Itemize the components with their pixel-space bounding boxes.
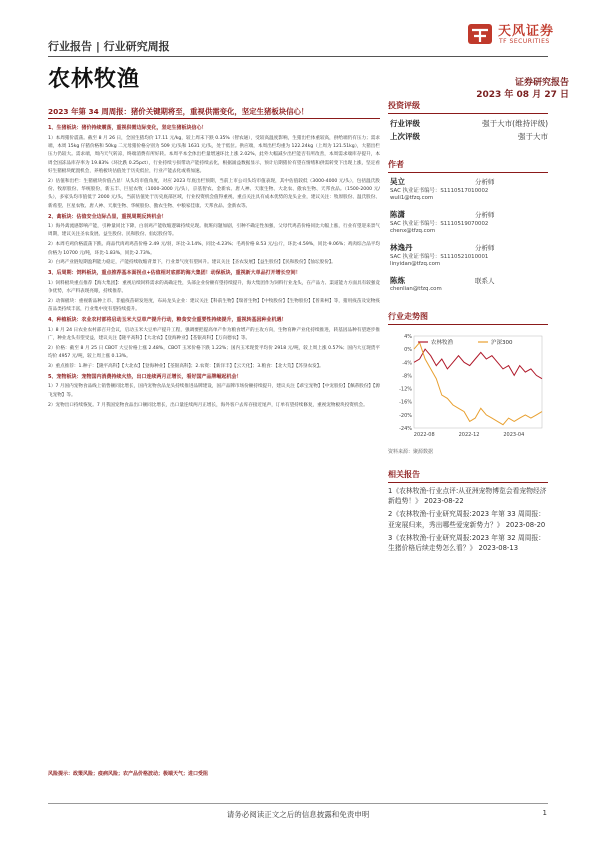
paragraph: 1）8 月 24 日农业农村部召开会议，启动玉米大豆单产提升工程，强调要把提高单产作为粮食增产的主攻方向，生物育种产业化持续推进，转基因品种有望逐步推广，种业龙头有望受益，建议关注【隆平高科】【大北农】【登海种业】【荃银高科】【万向德农】等。 (48, 327, 380, 342)
paragraph: 2）动保板块：重视新品种上市、非瘟疫苗研发进度，布局龙头企业：建议关注【科前生物】【瑞普生物】【中牧股份】【生物股份】【普莱柯】等，猪用疫苗及宠物疫苗品类持续丰富，行业集中度有望持续提升。 (48, 299, 380, 313)
related-title: 相关报告 (388, 470, 420, 479)
author-name: 林逸丹 (390, 243, 413, 252)
paragraph: 3）白鸡产业链短期盈利能力稳定，产能持续收缩背景下，行业景气度有望回升。建议关注【圣农发展】【益生股份】【民和股份】【仙坛股份】。 (48, 260, 336, 266)
brand-name-en: TF SECURITIES (499, 38, 550, 45)
x-tick-label: 2022-12 (458, 432, 480, 438)
report-body (48, 124, 380, 411)
rating-label: 上次评级 (390, 132, 420, 141)
contact-role: 联系人 (475, 277, 495, 285)
paragraph: 1）本周猪价震荡。截至 8 月 26 日，全国生猪均价 17.11 元/kg，较上周末下跌 0.35%（智农通），受较高温度影响，生猪出栏体重较高，供给端仍有压力；需求端，本周 15kg 仔猪价格和 50kg 二元母猪价格分别为 509 元/头和 1631 元/头，处于低位。供应端，本周出栏均重为 122.24kg（上周为 121.51kg），大猪出栏压力仍较大。需求端，周内天气转凉，终端消费有所好转。本周平本全体出栏量增速环比上涨 2.02%，此外大幅减少出栏能否有所改善，本周需求端库存提升，本周全国冻品库存率为 19.83%（环比跌 0.25pct），行业持续亏损带动产能持续去化，根据涌益数据显示，预计后期猪价有望在情绪和供需转变下出现上涨，坚定看好生猪板块配置机会，养殖板块估值处于历史低位，行业产能去化或将加速。 (48, 135, 380, 174)
author-email[interactable]: linyidan@tfzq.com (390, 261, 441, 267)
section-heading: 1、生猪板块：猪价持续震荡，重视供需边际变化，坚定生猪板块信心！ (48, 125, 207, 131)
author-license: SAC 执业证书编号：S1110519070002 (390, 221, 489, 227)
trend-chart-svg (388, 328, 548, 446)
trend-chart (388, 328, 548, 446)
section-heading: 5、宠物板块：宠物国内消费持续火热，出口连续两月正增长，看好国产品牌崛起机会！ (48, 373, 242, 380)
related-report-item[interactable] (388, 509, 548, 529)
author-license: SAC 执业证书编号：S1110521010001 (390, 254, 489, 260)
brand-name-cn: 天风证券 (498, 24, 555, 39)
paragraph: 1）海外禽流感影响产能，引种量同比下降，白羽鸡产能收缩逻辑持续兑现。航班问题加剧，引种不确定性加强，父母代鸡苗价格同比大幅上涨，行业有望迎来景气周期，建议关注圣农发展、益生股份、民和股份、仙坛股份等。 (48, 224, 380, 238)
header-divider (48, 56, 548, 57)
contact-card (388, 275, 548, 297)
related-report-date: 2023-08-13 (478, 544, 519, 553)
sidebar-divider (388, 324, 548, 325)
related-report-item[interactable] (388, 486, 548, 506)
doc-type: 证券研究报告 (514, 78, 569, 88)
report-category: 行业报告 | 行业研究周报 (48, 40, 170, 53)
report-headline: 2023 年第 34 周周报：猪价关键期将至，重视供需变化，坚定生猪板块信心！ (48, 107, 309, 116)
paragraph: 2）估值和出栏：生猪板块价值凸显！从头均市值角度，对应 2023 年底出栏预期，当前上市公司头均市值表现，其中估值较低（3000-4000 元/头），包括温氏股份、牧原股份、华统股份，新五丰、巨星农牧（1000-3000 元/头），京基智农、金新农、唐人神、天康生物、大北农、傲农生物、天邦食品。（1500-2000 元/头），多家头均市值低于 2000 元/头，当前估值处于历史底部区域，行业投资机会值得重视，重点关注具有成本优势的龙头企业，建议关注：牧原股份、温氏股份、新希望、巨星农牧、唐人神、天康生物、华统股份、傲农生物、中粮家佳康、天邦食品、金新农等。 (48, 178, 380, 209)
contact-name: 陈炼 (390, 276, 405, 285)
related-reports (388, 486, 548, 553)
author-license: SAC 执业证书编号：S1110517010002 (390, 188, 489, 194)
author-card (388, 242, 548, 275)
brand-mark-icon (466, 20, 494, 48)
rating-value: 强于大市(维持评级) (482, 119, 548, 128)
paragraph: 2）宠物出口持续恢复。7 月我国宠物食品出口额同比增长，出口量连续两月正增长，海外客户去库存接近尾声，订单有望持续修复，重视宠物板块投资机会。 (48, 402, 368, 408)
risk-warning: 风险提示：政策风险；疫病风险；农产品价格波动；极端天气；进口受阻 (48, 771, 209, 777)
author-role: 分析师 (475, 211, 495, 219)
brand-logo (466, 20, 576, 50)
headline-divider (48, 118, 380, 119)
paragraph: 2）本周毛鸡价格震荡下跌。商品代肉鸡鸡苗价格 2.49 元/羽，环比-3.14%，同比-4.23%；毛鸡价格 8.53 元/公斤，环比-4.59%，同比-9.06%；鸡肉综合品平均价格为 10700 元/吨，环比-1.83%，同比-2.73%。 (48, 242, 380, 256)
author-card (388, 176, 548, 209)
sidebar-divider (388, 482, 548, 483)
author-role: 分析师 (475, 178, 495, 186)
paragraph: 1）7 月国内宠物食品线上销售额同比增长，国内宠物食品龙头持续推进品牌建设，国产品牌市场份额持续提升，建议关注【乖宝宠物】【中宠股份】【佩蒂股份】【源飞宠物】等。 (48, 384, 380, 398)
rating-row (388, 130, 548, 143)
rating-row (388, 117, 548, 130)
related-report-date: 2023-08-22 (424, 497, 464, 506)
contact-email[interactable]: chenlian@tfzq.com (390, 286, 442, 292)
author-email[interactable]: chenx@tfzq.com (390, 228, 436, 234)
author-card (388, 209, 548, 242)
author-role: 分析师 (475, 244, 495, 252)
related-report-date: 2023-08-20 (505, 520, 546, 529)
x-tick-label: 2022-08 (413, 432, 435, 438)
rating-value: 强于大市 (518, 132, 548, 141)
sidebar (388, 100, 548, 556)
related-report-title[interactable]: 2《农林牧渔-行业研究周报:2023 年第 33 周周报：亚宠展归来，秀出哪些爱宠新势力？》 (388, 510, 546, 529)
section-heading: 4、种植板块：农业农村部将启动玉米大豆单产提升行动，粮食安全重要性持续提升，重视转基因种业机遇！ (48, 317, 287, 324)
section-heading: 3、后周期：饲料板块，重点推荐基本面拐点+估值相对底部的海大集团！动保板块，重视新大单品打开增长空间！ (48, 270, 301, 277)
y-tick-label: -8% (402, 373, 412, 380)
paragraph: 1）饲料板块重点推荐【海大集团】：重视后续饲料需求的高确定性，头部企业份额有望持续提升，海大集团作为饲料行业龙头，在产品力、渠道能力方面具有较强竞争优势，水产料表现亮眼，持续推荐。 (48, 280, 380, 295)
x-tick-label: 2023-04 (503, 432, 525, 438)
y-tick-label: -16% (399, 399, 412, 406)
chart-source: 资料来源：聚源数据 (388, 449, 434, 455)
related-report-title[interactable]: 1《农林牧渔-行业点评:从亚洲宠物博览会看宠物经济新趋势！》 (388, 487, 547, 506)
y-tick-label: -4% (402, 360, 412, 367)
rating-title: 投资评级 (388, 101, 420, 110)
legend-label: 农林牧渔 (431, 340, 454, 346)
report-date: 2023 年 08 月 27 日 (476, 90, 569, 100)
y-tick-label: -12% (399, 386, 412, 393)
footer-divider (48, 803, 548, 804)
related-report-title[interactable]: 3《农林牧渔-行业研究周报:2023 年第 32 周周报：生猪价格后续走势怎么看？》 (388, 533, 546, 553)
author-email[interactable]: wuli1@tfzq.com (390, 195, 434, 201)
author-name: 吴立 (390, 177, 405, 186)
footer-disclaimer: 请务必阅读正文之后的信息披露和免责申明 (226, 810, 370, 819)
report-title: 农林牧渔 (48, 67, 141, 92)
sidebar-divider (388, 113, 548, 114)
series-line (414, 343, 542, 425)
y-tick-label: -20% (399, 412, 412, 419)
rating-label: 行业评级 (390, 119, 420, 128)
paragraph: 2）价格：截至 8 月 25 日 CBOT 大豆价格上涨 2.48%，CBOT 玉米价格下跌 1.22%；国内玉米现货平均价 2918 元/吨，较上周上涨 0.57%；国内大豆现货平均价 4957 元/吨，较上周上涨 0.13%。 (48, 345, 380, 360)
y-tick-label: 4% (404, 334, 412, 340)
page-number: 1 (542, 809, 547, 817)
author-name: 陈潇 (390, 210, 405, 219)
paragraph: 3）重点推荐：1.种子：【隆平高科】【大北农】【登海种业】【荃银高科】；2.农资：【新洋丰】【云天化】；3.粮食：【北大荒】【苏垦农发】。 (48, 364, 324, 370)
y-tick-label: 0% (404, 347, 412, 354)
trend-title: 行业走势图 (388, 312, 428, 321)
author-title: 作者 (388, 160, 404, 169)
section-heading: 2、禽板块：估值安全边际凸显，重视周期反转机会！ (48, 213, 167, 220)
sidebar-divider (388, 172, 548, 173)
legend-label: 沪深300 (491, 340, 513, 346)
y-tick-label: -24% (399, 426, 412, 432)
related-report-item[interactable] (388, 533, 548, 553)
